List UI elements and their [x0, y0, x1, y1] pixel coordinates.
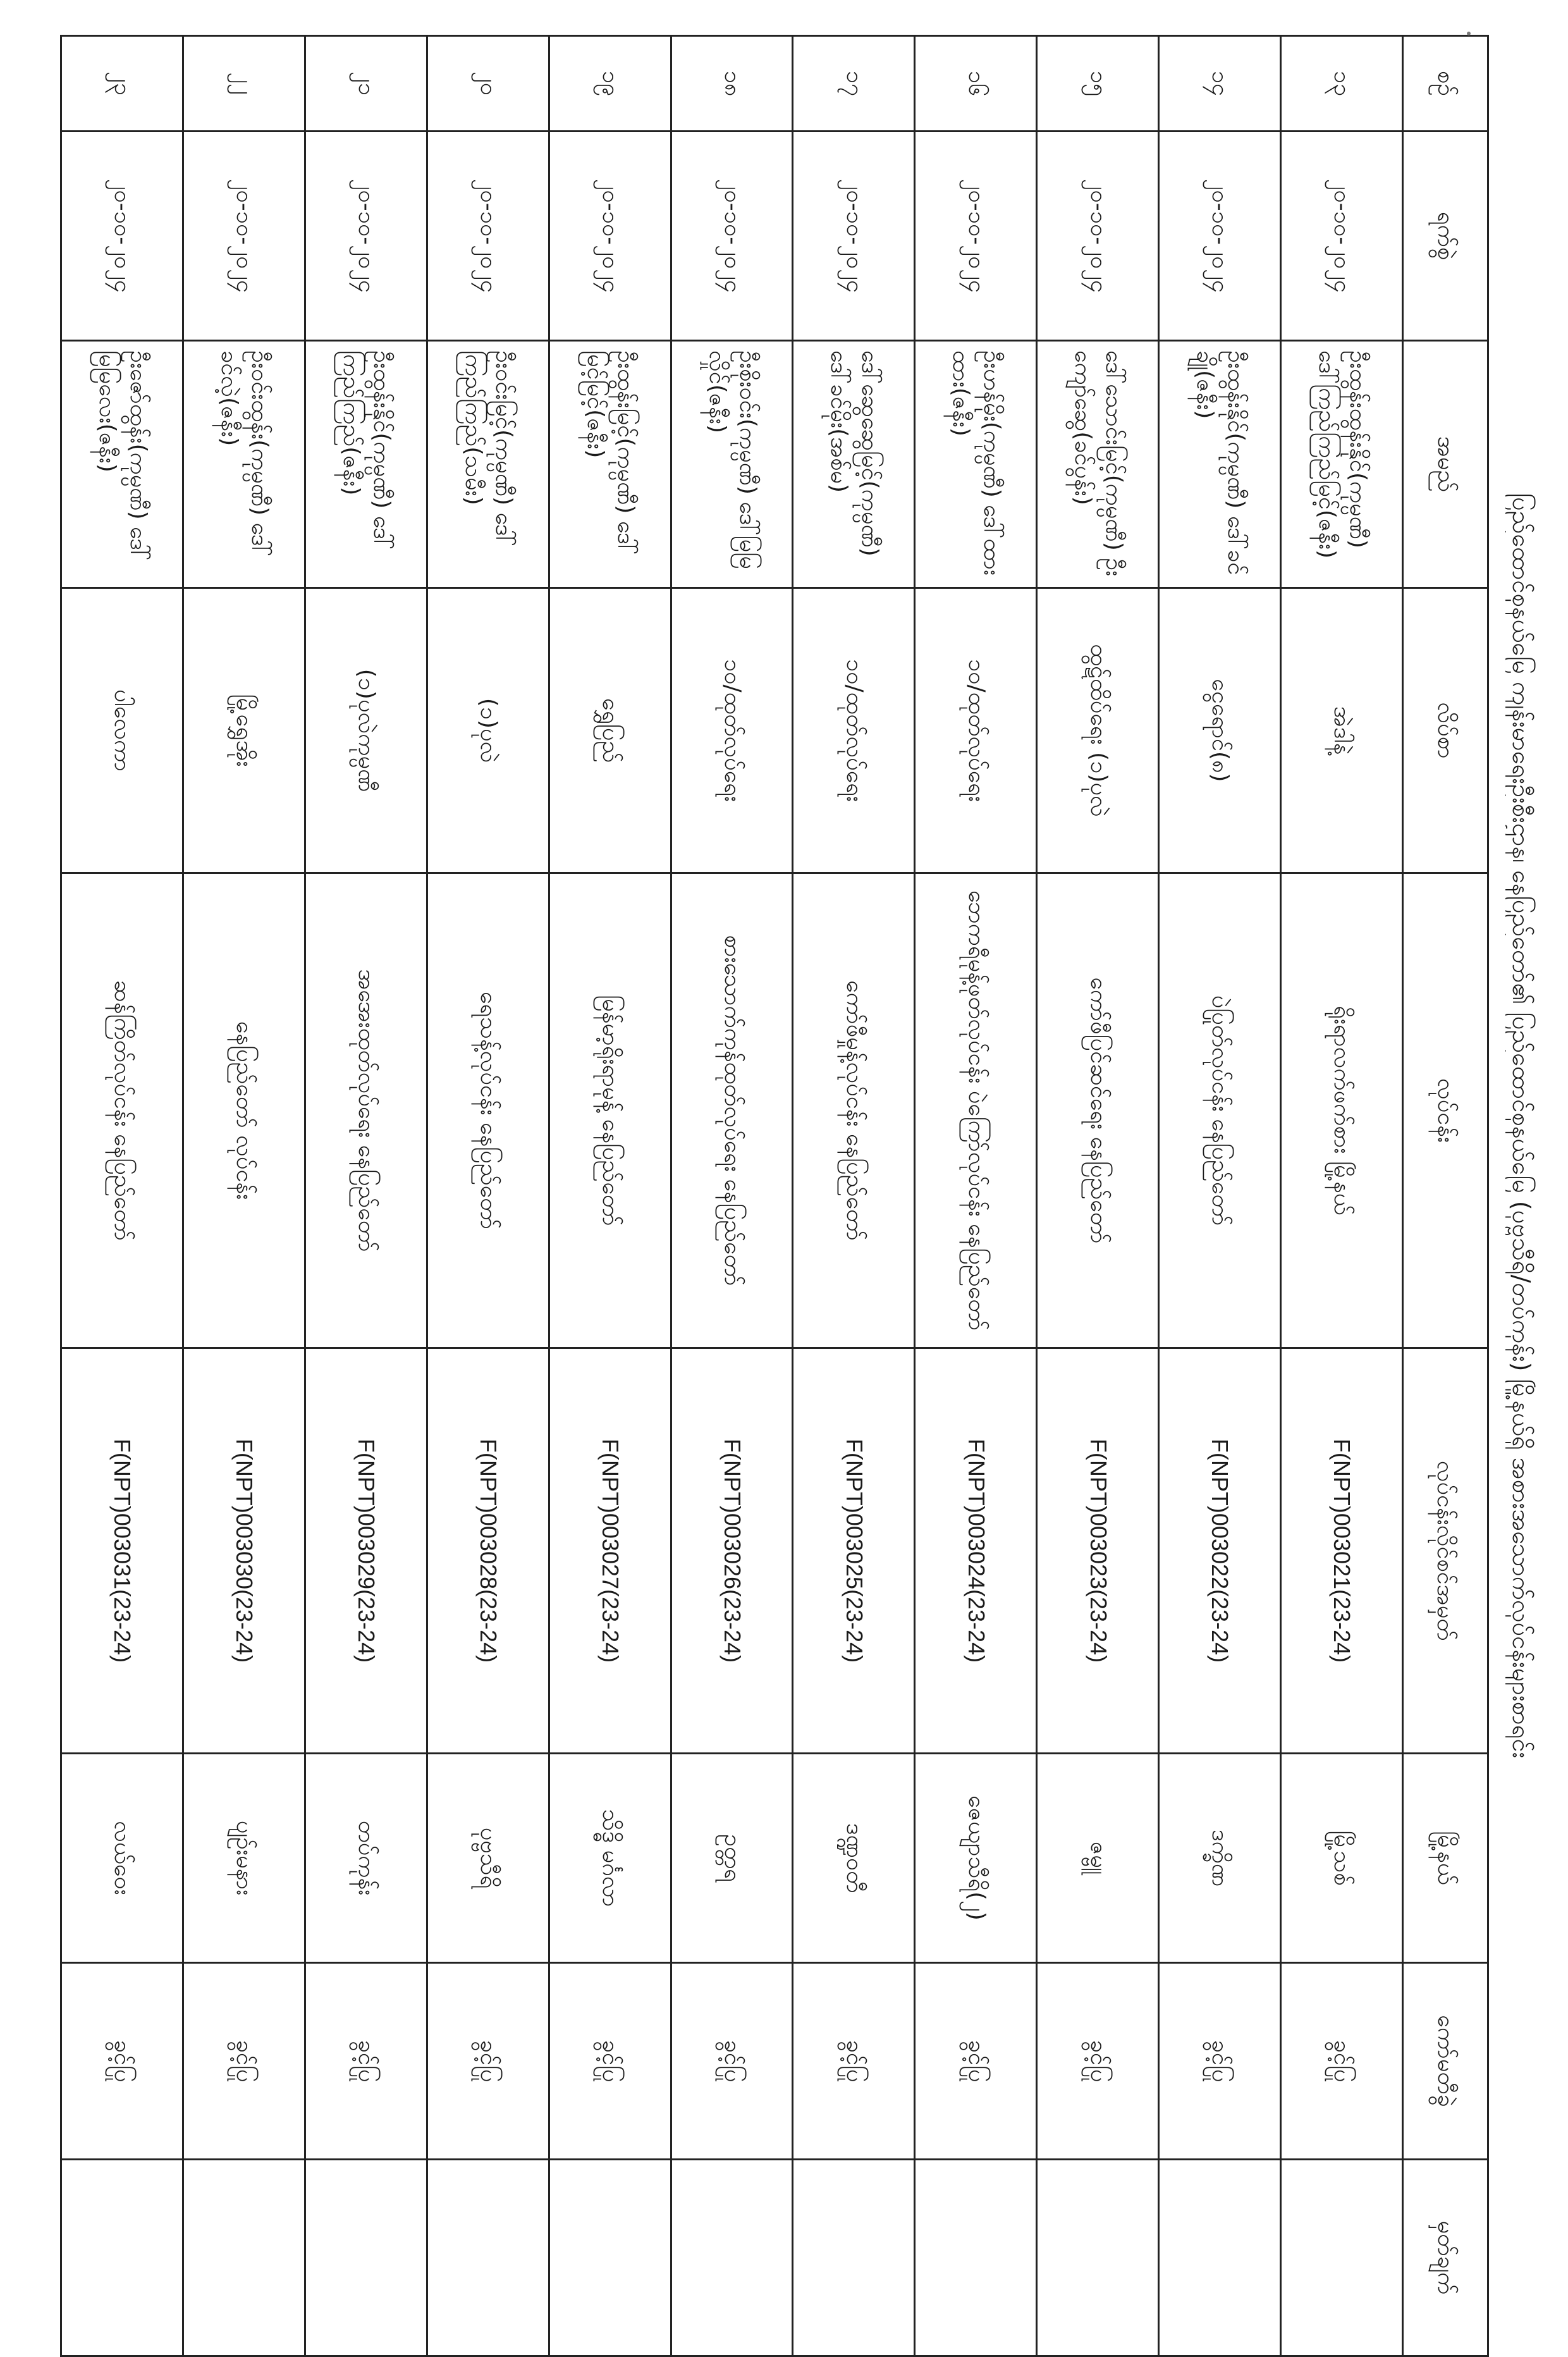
- cell-remark: [183, 2160, 305, 2356]
- cell-town: ဥတ္တရ: [671, 1754, 793, 1963]
- cell-no: ၁၈: [671, 36, 793, 132]
- table-row: [915, 36, 1037, 2356]
- cell-address: နေပြည်တော် လုပ်ငန်း: [183, 873, 305, 1348]
- cell-name: ဒေါ်သောင်းမြင့်(ကုမ္ပဏီ) ဦးကျော်ဆွေ(ခင်ပွန်း): [1037, 341, 1159, 588]
- cell-address: အအေးထုတ်လုပ်ရေး နေပြည်တော်: [305, 873, 427, 1348]
- table-row: [1037, 36, 1159, 2356]
- cell-no: ၂၂: [183, 36, 305, 132]
- cell-name: ဦးထွန်းနိုင်(ကုမ္ပဏီ) ဒေါ်ခင်ချို(ဇနီး): [1159, 341, 1281, 588]
- cell-address: မြန်မာ့ရိုးရာမုန့် နေပြည်တော်: [549, 873, 671, 1348]
- cell-name: ဦးဟန်မိုး(ကုမ္ပဏီ) ဒေါ်ထားထား(ဇနီး): [915, 341, 1037, 588]
- cell-org: ရွှေပြည်: [549, 588, 671, 873]
- table-row: [549, 36, 671, 2356]
- cell-address: ဘေကရီမုန့်ဖုတ်လုပ်ငန်း ပဲကြော်လုပ်ငန်း နေပြည်တော်: [915, 873, 1037, 1348]
- cell-date: ၂၀-၁၀-၂၀၂၄: [183, 132, 305, 341]
- cell-date: ၂၀-၁၀-၂၀၂၄: [61, 132, 183, 341]
- cell-address: စားသောက်ကုန်ထုတ်လုပ်ရေး နေပြည်တော်: [671, 873, 793, 1348]
- cell-status: ခွင့်ပြု: [61, 1963, 183, 2160]
- cell-remark: [793, 2160, 915, 2356]
- cell-date: ၂၀-၁၀-၂၀၂၄: [915, 132, 1037, 341]
- header-no: စဉ်: [1403, 36, 1488, 132]
- cell-no: ၁၄: [1159, 36, 1281, 132]
- cell-status: ခွင့်ပြု: [549, 1963, 671, 2160]
- cell-date: ၂၀-၁၀-၂၀၂၄: [1281, 132, 1403, 341]
- cell-name: ဦးထွန်းနိုင်(ကုမ္ပဏီ) ဒေါ်ကြည်ကြည်(ဇနီး): [305, 341, 427, 588]
- cell-license: F(NPT)003031(23-24): [61, 1348, 183, 1754]
- cell-status: ခွင့်ပြု: [427, 1963, 549, 2160]
- cell-address: ရိုးရာလက်ဖက်စား မြို့နယ်: [1281, 873, 1403, 1348]
- cell-town: မြို့သစ်: [1281, 1754, 1403, 1963]
- cell-license: F(NPT)003024(23-24): [915, 1348, 1037, 1754]
- cell-date: ၂၀-၁၀-၂၀၂၄: [427, 132, 549, 341]
- cell-org: ပါလေကာ: [61, 588, 183, 873]
- cell-name: ဦးဇော်ထွန်း(ကုမ္ပဏီ) ဒေါ်မြမြလေး(ဇနီး): [61, 341, 183, 588]
- cell-address: ပဲပြုတ်လုပ်ငန်း နေပြည်တော်: [1159, 873, 1281, 1348]
- cell-status: ခွင့်ပြု: [1159, 1963, 1281, 2160]
- header-address: လုပ်ငန်း: [1403, 873, 1488, 1348]
- cell-org: ၁၀/ထုတ်လုပ်ရေး: [793, 588, 915, 873]
- header-org: လိပ်စာ: [1403, 588, 1488, 873]
- cell-date: ၂၀-၁၀-၂၀၂၄: [1159, 132, 1281, 341]
- scan-speck: [1467, 32, 1471, 35]
- cell-town: ဒဏ္ဍဝတီ: [793, 1754, 915, 1963]
- table-row: [61, 36, 183, 2356]
- cell-town: ပုဗ္ဗသီရိ: [427, 1754, 549, 1963]
- cell-town: ဒက္ခိဏ: [1159, 1754, 1281, 1963]
- cell-no: ၁၅: [1037, 36, 1159, 132]
- cell-remark: [915, 2160, 1037, 2356]
- cell-license: F(NPT)003026(23-24): [671, 1348, 793, 1754]
- cell-license: F(NPT)003025(23-24): [793, 1348, 915, 1754]
- cell-remark: [1281, 2160, 1403, 2356]
- cell-address: ဆန်ကြိတ်လုပ်ငန်း နေပြည်တော်: [61, 873, 183, 1348]
- cell-status: ခွင့်ပြု: [183, 1963, 305, 2160]
- header-status: ကော်မတီခွဲ: [1403, 1963, 1488, 2160]
- cell-town: လယ်ဝေး: [61, 1754, 183, 1963]
- records-table: [60, 35, 1489, 2357]
- header-name: အမည်: [1403, 341, 1488, 588]
- cell-org: ငွေရောင်(၈): [1159, 588, 1281, 873]
- cell-address: ရေသန့်လုပ်ငန်း နေပြည်တော်: [427, 873, 549, 1348]
- cell-name: ဦးထွန်းထွန်းနိုင်(ကုမ္ပဏီ) ဒေါ်ကြည်ကြည်မြင့်(ဇနီး): [1281, 341, 1403, 588]
- cell-org: ၁၀/ထုတ်လုပ်ရေး: [915, 588, 1037, 873]
- cell-date: ၂၀-၁၀-၂၀၂၄: [1037, 132, 1159, 341]
- header-row: [1403, 36, 1488, 2356]
- cell-license: F(NPT)003028(23-24): [427, 1348, 549, 1754]
- cell-org: အဲဒါနဲ့: [1281, 588, 1403, 873]
- cell-remark: [671, 2160, 793, 2356]
- document-title: ပြည်ထောင်စုနယ်မြေ ကျန်းမာရေးဦးစီးဌာန၊ နေပြည်တော်၏ ပြည်ထောင်စုနယ်မြေ (ပုဗ္ဗသီရိ/တပ်ကုန်း) မြို့နယ်ရှိ အစားအသောက်လုပ်ငန်းများစာရင်း: [1507, 493, 1535, 1759]
- table-row: [671, 36, 793, 2356]
- cell-remark: [549, 2160, 671, 2356]
- cell-no: ၁၉: [549, 36, 671, 132]
- table-row: [183, 36, 305, 2356]
- cell-no: ၁၇: [793, 36, 915, 132]
- cell-name: ဦးစိုးဝင်း(ကုမ္ပဏီ) ဒေါ်မြမြလှိုင်(ဇနီး): [671, 341, 793, 588]
- cell-license: F(NPT)003029(23-24): [305, 1348, 427, 1754]
- cell-status: ခွင့်ပြု: [1037, 1963, 1159, 2160]
- cell-no: ၂၃: [61, 36, 183, 132]
- cell-status: ခွင့်ပြု: [915, 1963, 1037, 2160]
- cell-date: ၂၀-၁၀-၂၀၂၄: [671, 132, 793, 341]
- table-row: [793, 36, 915, 2356]
- cell-remark: [1159, 2160, 1281, 2356]
- cell-town: ဇေယျာသီရိ(၂): [915, 1754, 1037, 1963]
- cell-no: ၁၃: [1281, 36, 1403, 132]
- cell-org: ထွဋ်ထိပ်ရေး (၁)ပုလဲ: [1037, 588, 1159, 873]
- cell-org: ၁၀/ထုတ်လုပ်ရေး: [671, 588, 793, 873]
- cell-date: ၂၀-၁၀-၂၀၂၄: [305, 132, 427, 341]
- cell-status: ခွင့်ပြု: [1281, 1963, 1403, 2160]
- header-town: မြို့နယ်: [1403, 1754, 1488, 1963]
- cell-date: ၂၀-၁၀-၂၀၂၄: [549, 132, 671, 341]
- cell-license: F(NPT)003027(23-24): [549, 1348, 671, 1754]
- cell-remark: [427, 2160, 549, 2356]
- table-row: [427, 36, 549, 2356]
- cell-name: ဦးဝင်းမြင့်(ကုမ္ပဏီ) ဒေါ်ကြည်ကြည်(သမီး): [427, 341, 549, 588]
- header-license: လုပ်ငန်းလိုင်စင်အမှတ်: [1403, 1348, 1488, 1754]
- cell-no: ၂၁: [305, 36, 427, 132]
- cell-town: ဇမ္ဗူ: [1037, 1754, 1159, 1963]
- cell-date: ၂၀-၁၀-၂၀၂၄: [793, 132, 915, 341]
- cell-name: ဒေါ်ဆွေဆွေမြင့်(ကုမ္ပဏီ) ဒေါ်ခင်မိုး(အစ်မ): [793, 341, 915, 588]
- cell-remark: [61, 2160, 183, 2356]
- cell-status: ခွင့်ပြု: [671, 1963, 793, 2160]
- cell-status: ခွင့်ပြု: [305, 1963, 427, 2160]
- header-date: ရက်စွဲ: [1403, 132, 1488, 341]
- cell-town: သိဒ္ဓိ မင်္ဂလာ: [549, 1754, 671, 1963]
- table-row: [1281, 36, 1403, 2356]
- cell-no: ၂၀: [427, 36, 549, 132]
- cell-name: ဦးထွန်းမြင့်(ကုမ္ပဏီ) ဒေါ်မြင့်မြင့်(ဇနီး): [549, 341, 671, 588]
- cell-org: (၁)ပုလဲကုမ္ပဏီ: [305, 588, 427, 873]
- cell-no: ၁၆: [915, 36, 1037, 132]
- cell-remark: [1037, 2160, 1159, 2356]
- table-row: [1159, 36, 1281, 2356]
- cell-name: ဦးဝင်းထွန်း(ကုမ္ပဏီ) ဒေါ်ခင်လဲ့(ဇနီး): [183, 341, 305, 588]
- cell-remark: [305, 2160, 427, 2356]
- cell-org: (၁)ပုလဲ: [427, 588, 549, 873]
- cell-status: ခွင့်ပြု: [793, 1963, 915, 2160]
- cell-license: F(NPT)003030(23-24): [183, 1348, 305, 1754]
- cell-org: မြို့ရွှေအိုး: [183, 588, 305, 873]
- header-remark: မှတ်ချက်: [1403, 2160, 1488, 2356]
- cell-license: F(NPT)003021(23-24): [1281, 1348, 1403, 1754]
- cell-license: F(NPT)003022(23-24): [1159, 1348, 1281, 1754]
- cell-address: ကော်ဖီမှုန့်လုပ်ငန်း နေပြည်တော်: [793, 873, 915, 1348]
- cell-town: ပျဉ်းမနား: [183, 1754, 305, 1963]
- cell-address: ကော်ဖီပြင်ဆင်ရေး နေပြည်တော်: [1037, 873, 1159, 1348]
- table-row: [305, 36, 427, 2356]
- cell-town: တပ်ကုန်း: [305, 1754, 427, 1963]
- cell-license: F(NPT)003023(23-24): [1037, 1348, 1159, 1754]
